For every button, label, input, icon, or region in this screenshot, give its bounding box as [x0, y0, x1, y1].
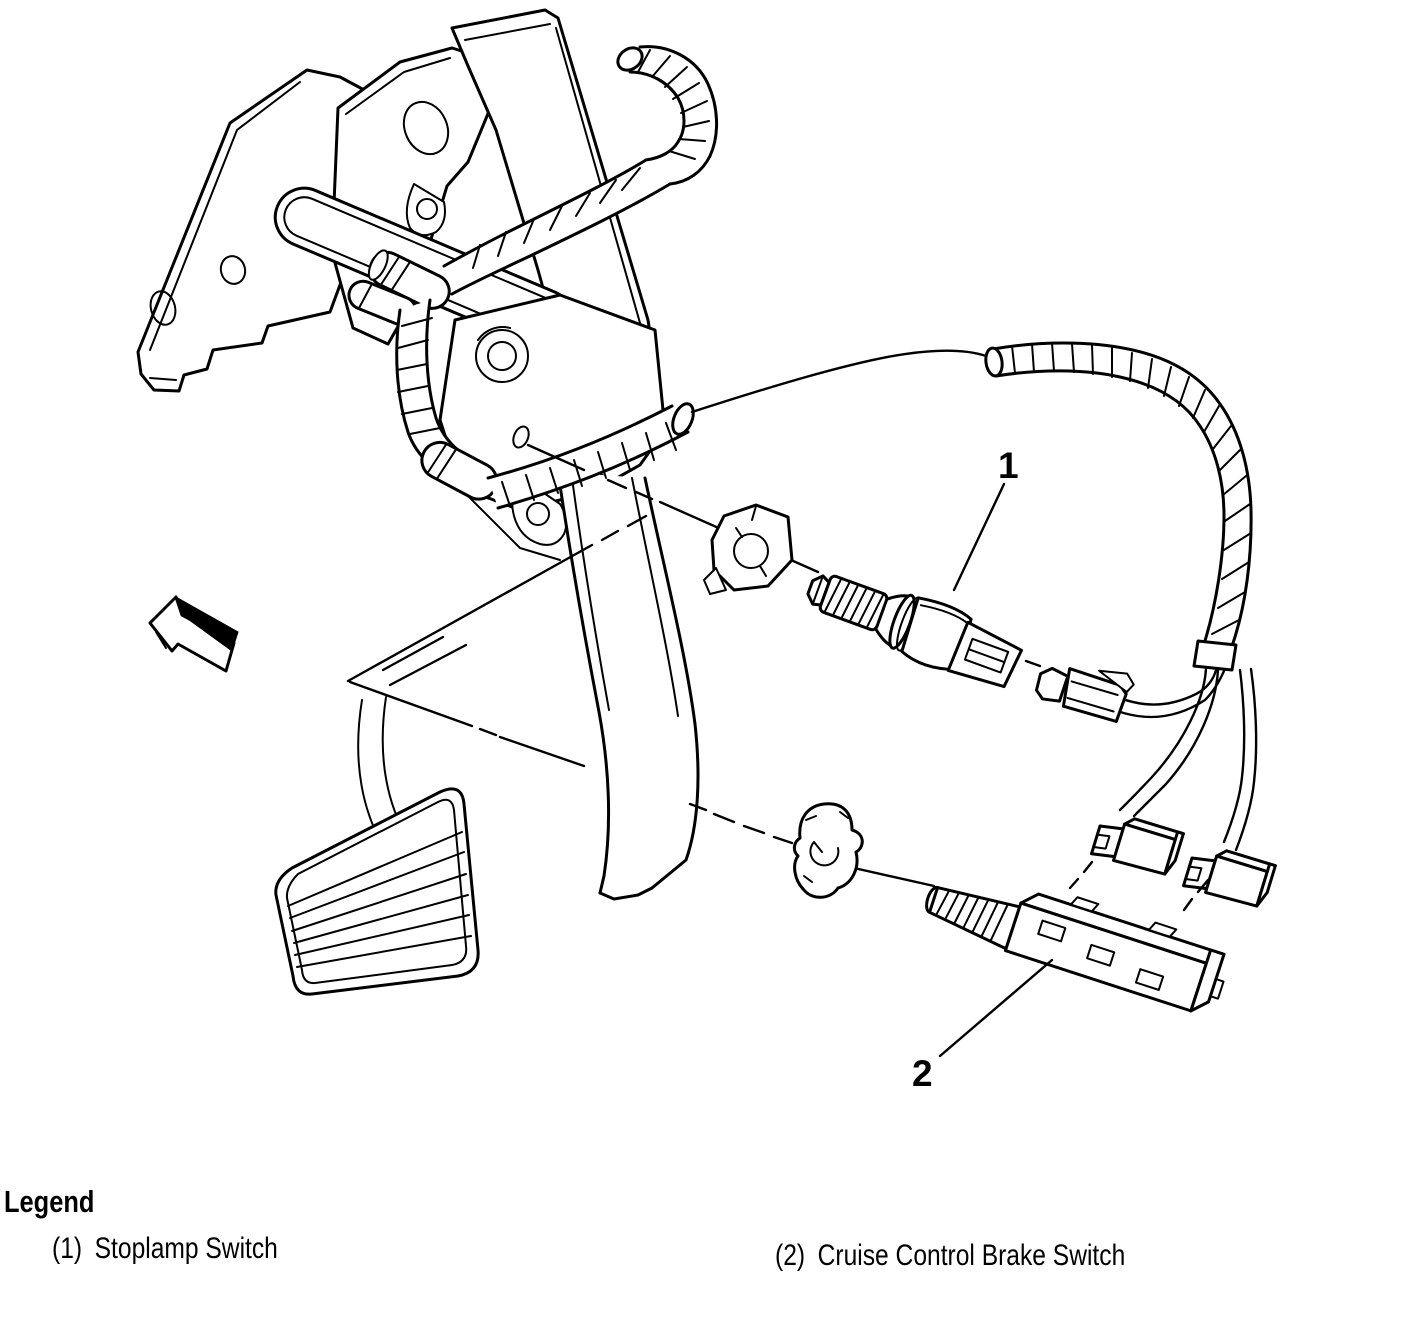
callout-2 — [912, 960, 1052, 1094]
harness-connector-3 — [1184, 842, 1276, 910]
legend-item-1 — [52, 1232, 278, 1266]
brake-pedal-pad — [276, 789, 478, 994]
harness-connector-1 — [1034, 653, 1136, 723]
legend-item-1-number: (1) — [52, 1232, 83, 1265]
harness-connector-2 — [1092, 810, 1184, 878]
loom-ribs — [1012, 343, 1251, 634]
callout-1-label: 1 — [998, 445, 1019, 486]
callout-2-leader — [940, 960, 1052, 1056]
cruise-switch-grommet — [794, 804, 862, 898]
callout-1-leader — [954, 484, 1004, 590]
loom-collar — [1194, 641, 1236, 670]
legend-title: Legend — [4, 1184, 95, 1219]
callout-1 — [954, 445, 1019, 590]
stoplamp-switch — [799, 560, 1027, 695]
callout-2-label: 2 — [912, 1053, 933, 1094]
direction-arrow-icon — [150, 597, 238, 671]
legend-item-2 — [775, 1239, 1125, 1273]
harness-wire — [692, 351, 986, 412]
legend-item-2-label: Cruise Control Brake Switch — [817, 1239, 1126, 1272]
stoplamp-switch-retainer — [704, 505, 792, 594]
legend-item-1-label: Stoplamp Switch — [94, 1232, 278, 1265]
legend-item-2-number: (2) — [775, 1239, 806, 1272]
wiring-harness-loom-right — [984, 343, 1251, 670]
